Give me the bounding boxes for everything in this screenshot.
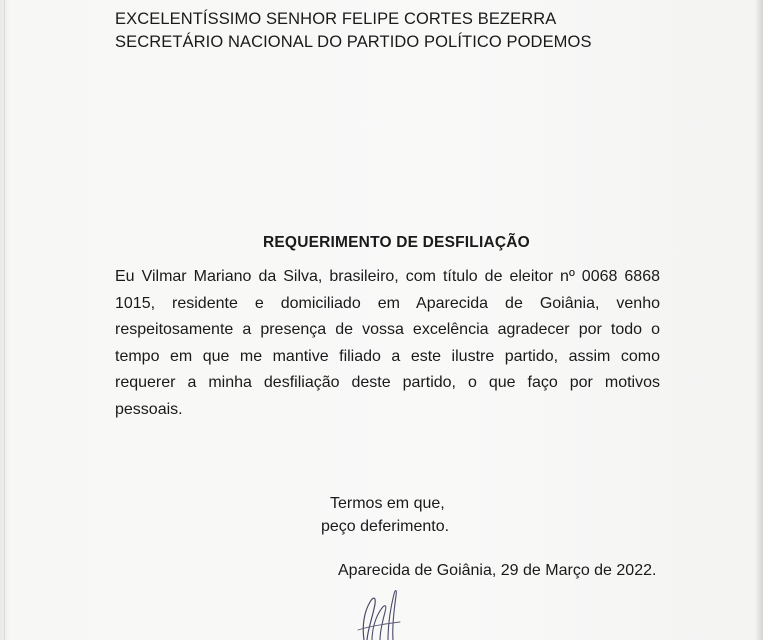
addressee-line-2: SECRETÁRIO NACIONAL DO PARTIDO POLÍTICO PODEMOS <box>115 33 592 51</box>
body-line: 1015, residente e domiciliado em Aparecida de Goiânia, venho <box>115 294 660 312</box>
handwritten-signature <box>350 582 420 640</box>
document-title: REQUERIMENTO DE DESFILIAÇÃO <box>263 234 530 251</box>
page-right-edge <box>755 0 763 640</box>
page-left-edge <box>4 0 5 640</box>
body-line: tempo em que me mantive filiado a este ilustre partido, assim como <box>115 347 660 365</box>
place-date: Aparecida de Goiânia, 29 de Março de 2022. <box>338 562 657 579</box>
body-line: requerer a minha desfiliação deste partido, o que faço por motivos <box>115 374 660 392</box>
body-line: Eu Vilmar Mariano da Silva, brasileiro, com título de eleitor nº 0068 6868 <box>115 268 660 285</box>
document-body <box>115 264 660 424</box>
closing-line-1: Termos em que, <box>330 495 445 512</box>
body-line: pessoais. <box>115 400 183 418</box>
body-line: respeitosamente a presença de vossa excelência agradecer por todo o <box>115 321 660 339</box>
closing-line-2: peço deferimento. <box>321 518 450 535</box>
addressee-line-1: EXCELENTÍSSIMO SENHOR FELIPE CORTES BEZERRA <box>115 10 557 28</box>
